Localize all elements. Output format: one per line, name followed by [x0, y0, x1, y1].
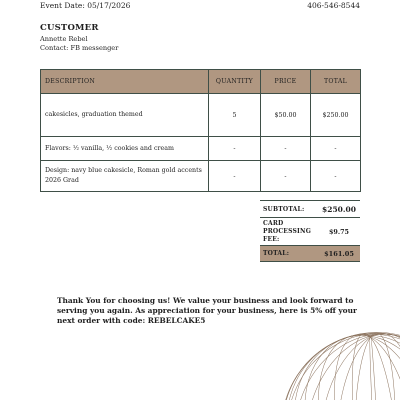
- column-header-total: TOTAL: [311, 70, 361, 94]
- phone-number: 406-546-8544: [307, 1, 360, 10]
- item-quantity: -: [209, 161, 261, 192]
- items-table-header-row: [41, 70, 361, 94]
- item-price: -: [261, 137, 311, 161]
- total-label: TOTAL:: [263, 250, 290, 257]
- event-date: Event Date: 05/17/2026: [40, 1, 131, 10]
- item-total: -: [311, 137, 361, 161]
- fee-row: [260, 218, 360, 246]
- table-row: [41, 94, 361, 137]
- thank-you-message: Thank You for choosing us! We value your business and look forward to serving you again. As appreciation for your business, here is 5% off your next order with code: REBELCAKE5: [57, 296, 357, 325]
- table-row: [41, 137, 361, 161]
- column-header-price: PRICE: [261, 70, 311, 94]
- items-table: [40, 69, 361, 192]
- globe-decoration-icon: [280, 330, 400, 400]
- fee-label: CARD PROCESSING FEE:: [263, 220, 312, 243]
- item-total: -: [311, 161, 361, 192]
- item-description: Design: navy blue cakesicle, Roman gold accents 2026 Grad: [41, 161, 209, 192]
- total-row: [260, 246, 360, 262]
- customer-heading: CUSTOMER: [40, 23, 99, 33]
- customer-contact: Contact: FB messenger: [40, 44, 119, 52]
- column-header-quantity: QUANTITY: [209, 70, 261, 94]
- customer-name: Annette Rebel: [40, 35, 88, 43]
- column-header-description: DESCRIPTION: [41, 70, 209, 94]
- subtotal-value: $250.00: [322, 205, 356, 214]
- item-price: -: [261, 161, 311, 192]
- item-description: cakesicles, graduation themed: [41, 94, 209, 137]
- item-price: $50.00: [261, 94, 311, 137]
- subtotal-row: [260, 200, 360, 218]
- subtotal-label: SUBTOTAL:: [263, 206, 305, 213]
- total-value: $161.05: [324, 250, 354, 258]
- item-quantity: -: [209, 137, 261, 161]
- item-total: $250.00: [311, 94, 361, 137]
- totals-box: [260, 200, 360, 262]
- table-row: [41, 161, 361, 192]
- item-quantity: 5: [209, 94, 261, 137]
- item-description: Flavors: ½ vanilla, ½ cookies and cream: [41, 137, 209, 161]
- fee-value: $9.75: [328, 228, 349, 236]
- invoice-top-row: [40, 1, 360, 13]
